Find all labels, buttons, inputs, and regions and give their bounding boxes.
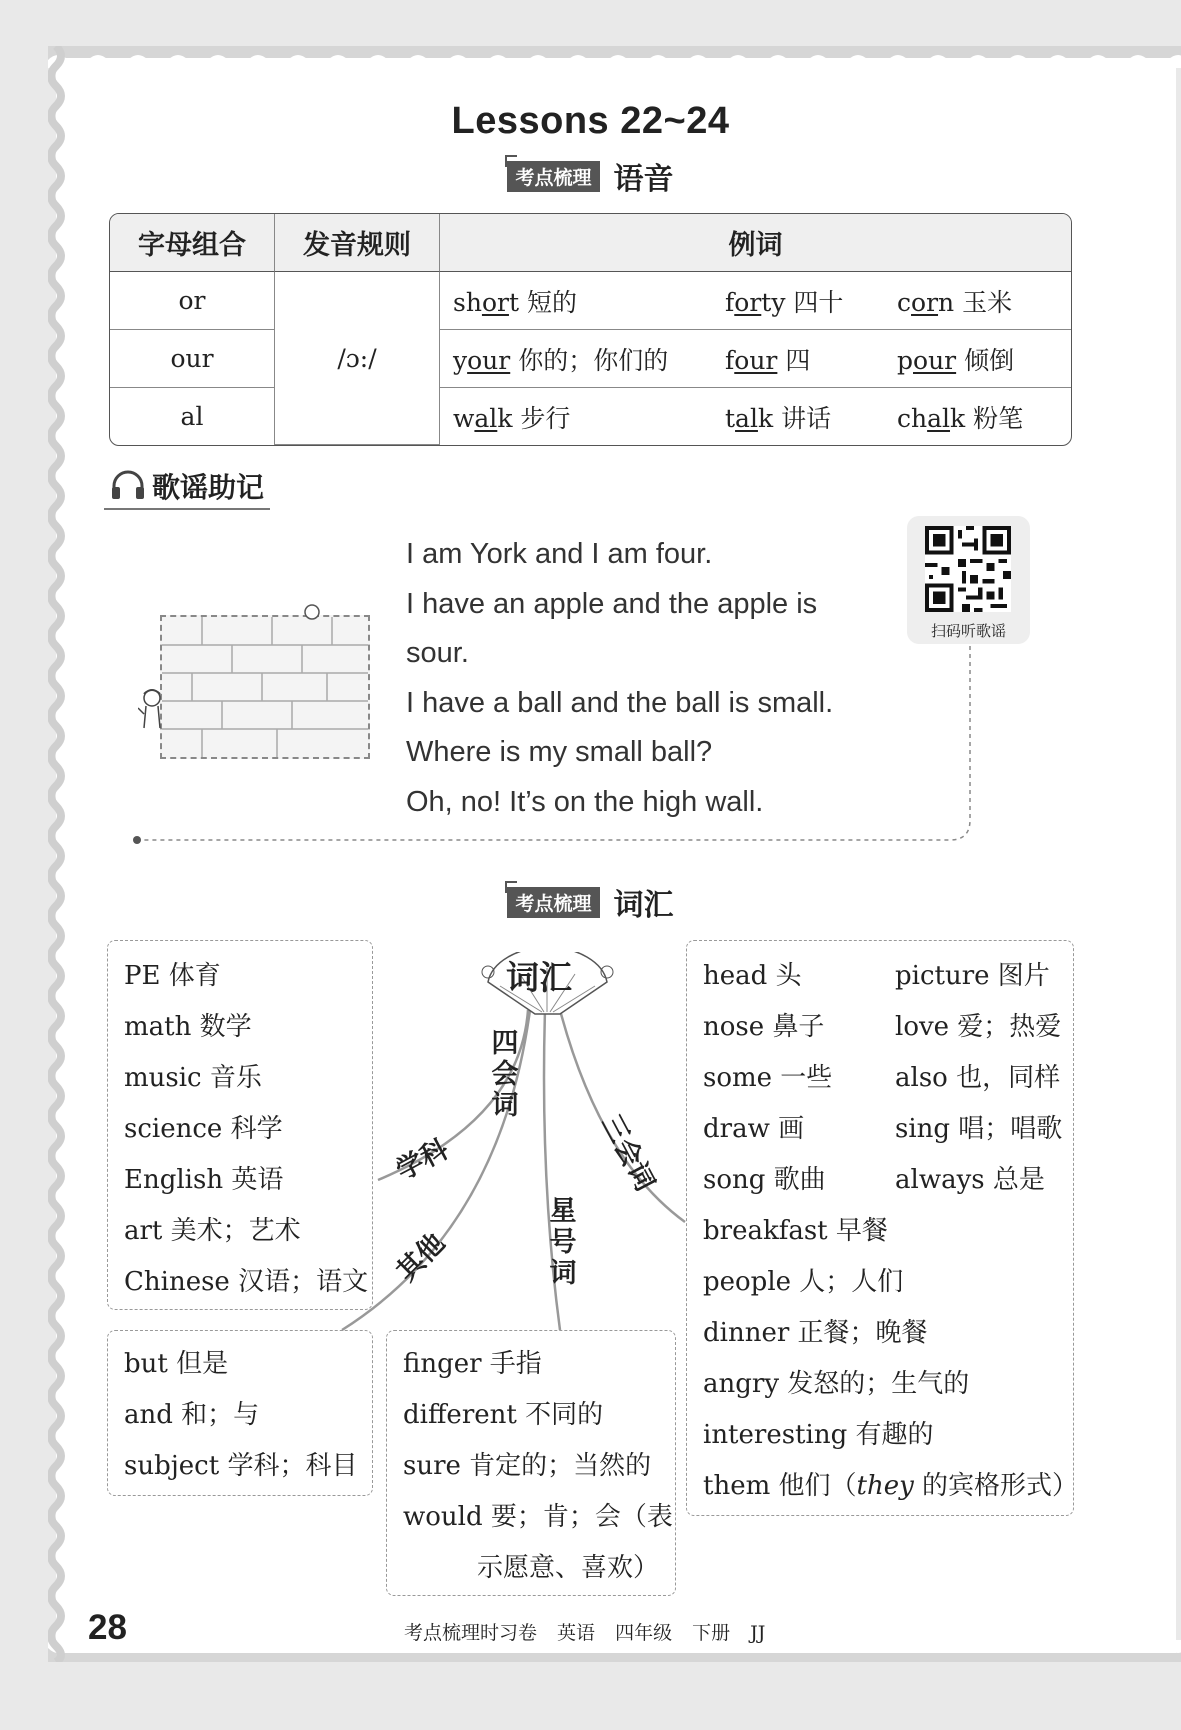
vocab-item: nose 鼻子 bbox=[703, 1012, 825, 1042]
subjects-box bbox=[107, 940, 373, 1310]
vocab-item: angry 发怒的；生气的 bbox=[703, 1369, 970, 1399]
others-box bbox=[107, 1330, 373, 1496]
lyric-line: sour. bbox=[406, 637, 469, 669]
vocab-item: would 要；肯；会（表 bbox=[403, 1502, 673, 1532]
vocab-item: 示愿意、喜欢） bbox=[477, 1553, 660, 1583]
vocab-item: art 美术；艺术 bbox=[124, 1216, 301, 1246]
example-word: four 四 bbox=[725, 345, 811, 375]
vocab-item: music 音乐 bbox=[124, 1063, 262, 1093]
qr-caption: 扫码听歌谣 bbox=[930, 623, 1006, 640]
branch-three-skill: 三会词 bbox=[596, 1109, 661, 1196]
vocab-item: but 但是 bbox=[124, 1349, 229, 1379]
example-word: talk 讲话 bbox=[725, 403, 832, 433]
vocab-item: love 爱；热爱 bbox=[895, 1012, 1062, 1042]
vocab-item: subject 学科；科目 bbox=[124, 1451, 358, 1481]
vocab-item: some 一些 bbox=[703, 1063, 833, 1093]
vocab-item: also 也，同样 bbox=[895, 1063, 1061, 1093]
vocab-item: English 英语 bbox=[124, 1165, 284, 1195]
example-word: chalk 粉笔 bbox=[897, 403, 1024, 433]
branch-four-skill: 四会词 bbox=[491, 1028, 519, 1120]
example-word: corn 玉米 bbox=[897, 287, 1013, 317]
vocab-item: math 数学 bbox=[124, 1012, 252, 1042]
example-word: walk 步行 bbox=[453, 403, 571, 433]
branch-subject: 学科 bbox=[391, 1133, 454, 1186]
lyric-line: Oh, no! It’s on the high wall. bbox=[406, 785, 764, 818]
vocab-item: dinner 正餐；晚餐 bbox=[703, 1318, 928, 1348]
vocab-heading: 词汇 bbox=[613, 889, 674, 922]
example-word: short 短的 bbox=[453, 287, 577, 317]
footer-text: 考点梳理时习卷 英语 四年级 下册 JJ bbox=[404, 1622, 766, 1644]
song-heading-label: 歌谣助记 bbox=[152, 472, 265, 503]
example-word: forty 四十 bbox=[725, 287, 844, 317]
example-word: your 你的；你们的 bbox=[453, 345, 669, 375]
branch-star: 星号词 bbox=[549, 1196, 577, 1288]
vocab-item: sure 肯定的；当然的 bbox=[403, 1451, 652, 1481]
phoneme: /ɔ:/ bbox=[275, 272, 440, 445]
vocab-item: finger 手指 bbox=[403, 1349, 542, 1379]
vocab-item: sing 唱；唱歌 bbox=[895, 1114, 1063, 1144]
page-number: 28 bbox=[88, 1608, 127, 1647]
vocab-item: picture 图片 bbox=[895, 961, 1050, 991]
vocab-item: song 歌曲 bbox=[703, 1165, 826, 1195]
section-tag: 考点梳理 bbox=[507, 887, 599, 918]
table-header-rule: 发音规则 bbox=[275, 214, 440, 272]
vocab-item: always 总是 bbox=[895, 1165, 1045, 1195]
vocab-item: PE 体育 bbox=[124, 961, 221, 991]
vocab-item: science 科学 bbox=[124, 1114, 283, 1144]
example-word: pour 倾倒 bbox=[897, 345, 1015, 375]
letter-combo: or bbox=[110, 272, 275, 330]
vocab-item: draw 画 bbox=[703, 1114, 805, 1144]
vocab-item: head 头 bbox=[703, 961, 802, 991]
table-header-examples: 例词 bbox=[440, 214, 1071, 272]
vocab-item: people 人；人们 bbox=[703, 1267, 904, 1297]
table-header-combo: 字母组合 bbox=[110, 214, 275, 272]
lyric-line: Where is my small ball? bbox=[406, 736, 713, 768]
vocab-item: breakfast 早餐 bbox=[703, 1216, 888, 1246]
lyric-line: I have an apple and the apple is bbox=[406, 587, 818, 620]
three-skill-box bbox=[686, 940, 1079, 1516]
mindmap-center: 词汇 bbox=[506, 959, 572, 996]
lyric-line: I am York and I am four. bbox=[406, 538, 713, 570]
branch-other: 其他 bbox=[391, 1227, 451, 1287]
letter-combo: al bbox=[110, 388, 275, 445]
vocab-item: interesting 有趣的 bbox=[703, 1420, 934, 1450]
vocab-item: Chinese 汉语；语文 bbox=[124, 1267, 369, 1297]
vocab-item: them 他们（they 的宾格形式） bbox=[703, 1471, 1079, 1501]
page-title: Lessons 22~24 bbox=[451, 100, 730, 142]
lyric-line: I have a ball and the ball is small. bbox=[406, 686, 834, 719]
phonics-heading: 语音 bbox=[613, 163, 674, 196]
vocab-item: and 和；与 bbox=[124, 1400, 260, 1430]
star-words-box bbox=[386, 1330, 676, 1596]
letter-combo: our bbox=[110, 330, 275, 388]
vocab-item: different 不同的 bbox=[403, 1400, 604, 1430]
section-tag: 考点梳理 bbox=[507, 161, 599, 192]
